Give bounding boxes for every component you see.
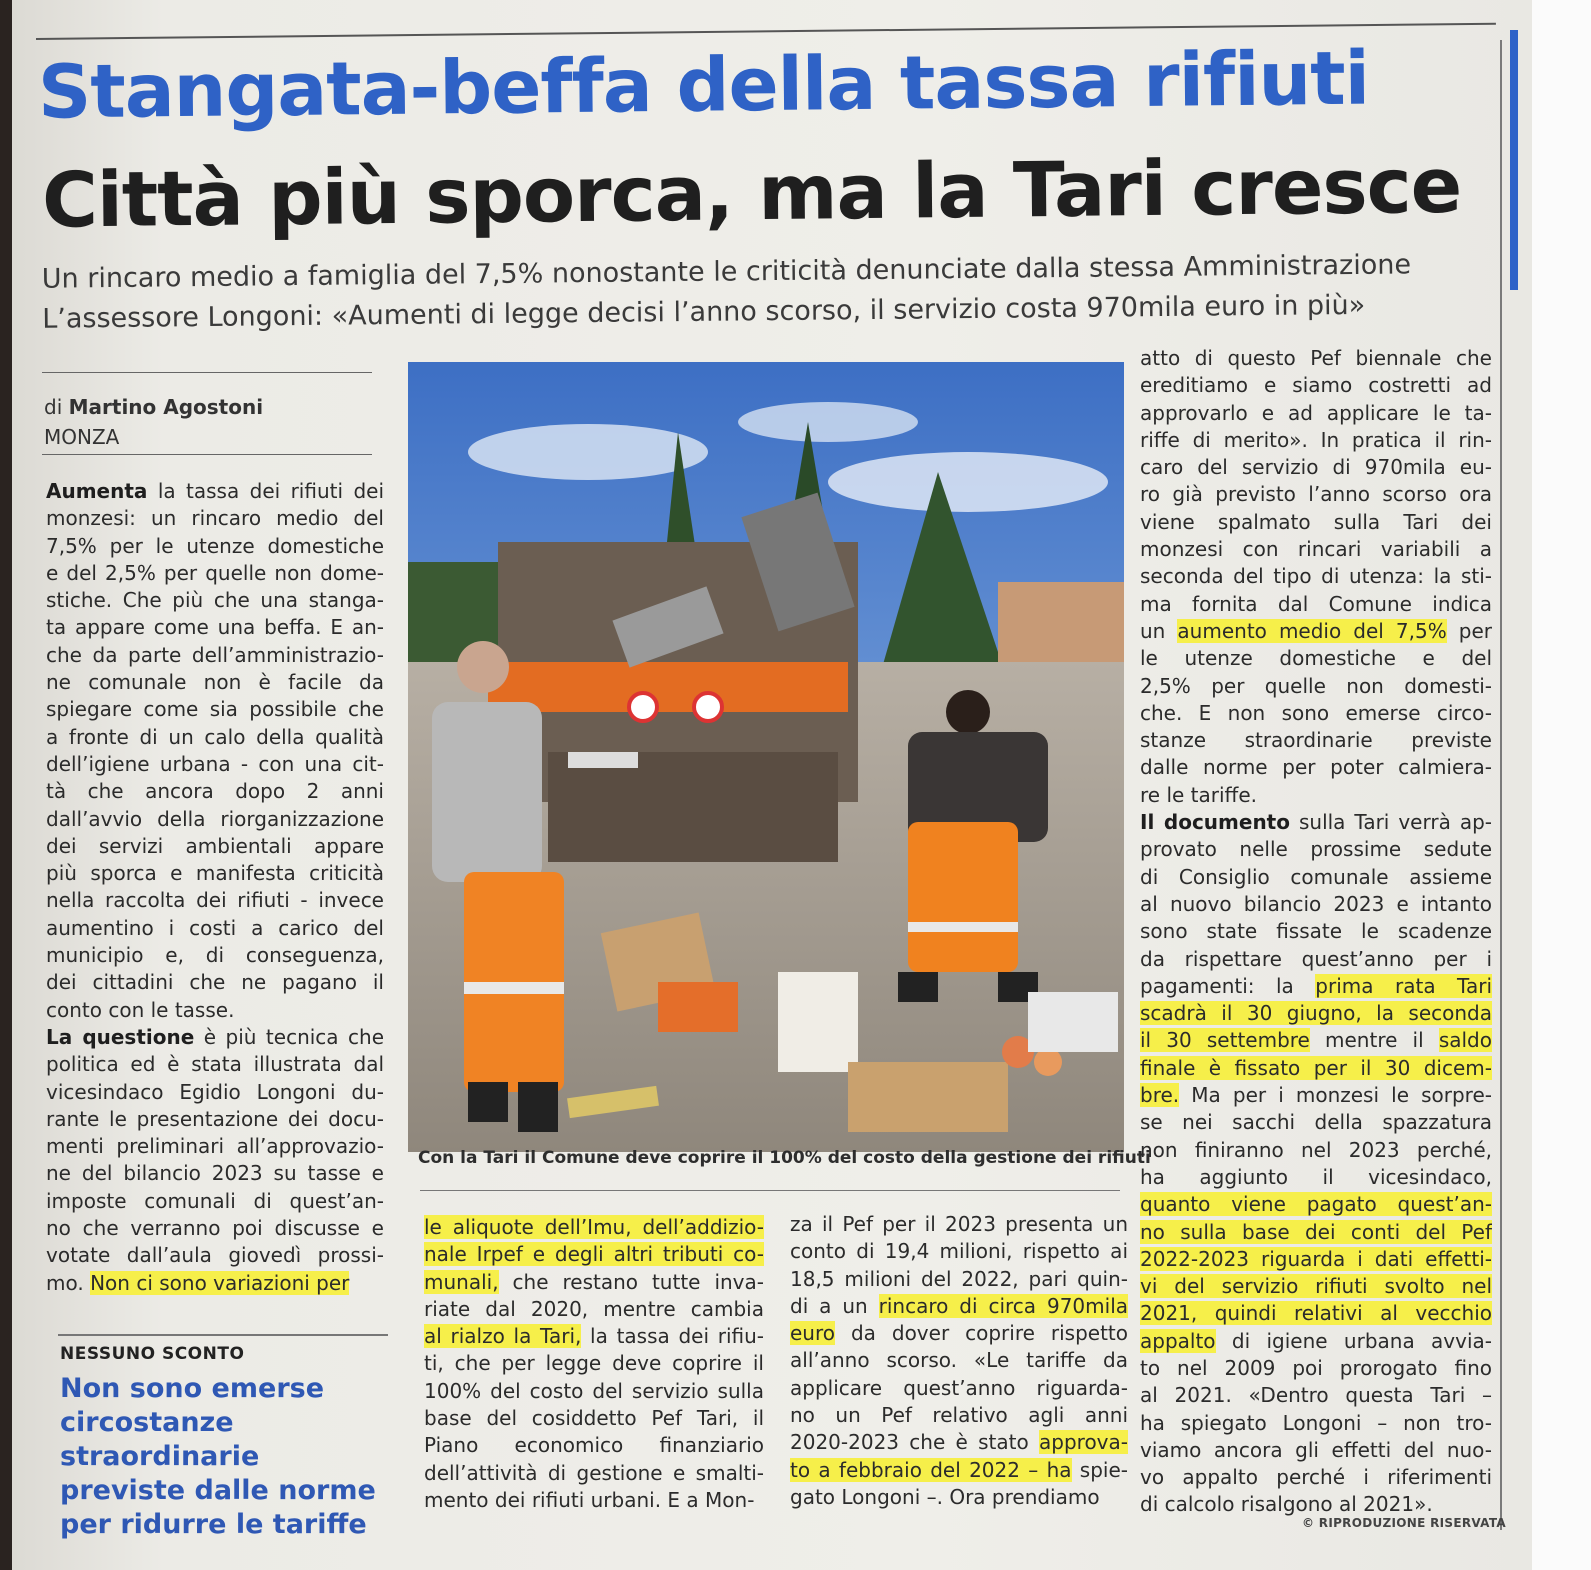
highlighted-text: quanto viene pagato quest’an- (1140, 1192, 1492, 1217)
text-run: non finiranno nel 2023 perché, (1140, 1137, 1492, 1162)
text-line (46, 1106, 384, 1133)
text-run: caro del servizio di 970mila eu- (1140, 455, 1492, 480)
text-line (1140, 1109, 1492, 1136)
text-line (46, 1160, 384, 1187)
pull-quote-line: Non sono emerse (60, 1373, 325, 1404)
text-line (790, 1347, 1128, 1374)
text-line (46, 587, 384, 614)
newspaper-page (12, 0, 1532, 1570)
text-run: votate dall’aula giovedì prossi- (46, 1243, 384, 1268)
highlighted-text: al rialzo la Tari, (424, 1324, 582, 1349)
text-line (1140, 1137, 1492, 1164)
text-run: mo. (46, 1270, 91, 1295)
text-line (424, 1269, 764, 1296)
dateline-location: MONZA (44, 425, 120, 449)
highlighted-text: appalto (1140, 1328, 1216, 1353)
text-run: che restano tutte inva- (498, 1269, 764, 1294)
text-line (1140, 345, 1492, 372)
text-line (1140, 1464, 1492, 1491)
text-run: rante le presentazione dei docu- (46, 1106, 384, 1131)
text-run: spiegare come sia possibile che (46, 697, 384, 722)
text-run: la tassa dei rifiuti dei (147, 479, 384, 503)
text-line (1140, 1027, 1492, 1054)
text-line (790, 1484, 1128, 1511)
text-line (424, 1432, 764, 1459)
text-line (46, 669, 384, 696)
text-run: mentre il (1309, 1028, 1439, 1053)
text-line (790, 1429, 1128, 1456)
text-line (46, 533, 384, 560)
text-line (1140, 1355, 1492, 1382)
text-line (1140, 1082, 1492, 1109)
text-line (46, 478, 384, 505)
text-line (46, 614, 384, 641)
text-line (1140, 563, 1492, 590)
highlighted-text: Non ci sono variazioni per (90, 1270, 350, 1295)
text-run: di a un (790, 1293, 879, 1318)
text-run: di calcolo risalgono al 2021». (1140, 1492, 1433, 1517)
text-line (1140, 591, 1492, 618)
text-line (790, 1266, 1128, 1293)
text-line (1140, 973, 1492, 1000)
highlighted-text: no sulla base dei conti del Pef (1140, 1219, 1492, 1244)
pull-quote-line: straordinarie (60, 1441, 260, 1472)
text-run: per (1446, 618, 1492, 643)
text-line (1140, 891, 1492, 918)
highlighted-text: saldo (1438, 1028, 1492, 1053)
article-photo (408, 362, 1124, 1152)
text-line (46, 860, 384, 887)
text-run: stiche. Che più che una stanga- (46, 588, 384, 613)
text-line (424, 1350, 764, 1377)
text-run: dell’igiene urbana - con una cit- (46, 751, 384, 776)
paragraph-lead: La questione (46, 1024, 195, 1049)
text-run: è più tecnica che (194, 1024, 384, 1049)
text-run: all’anno scorso. «Le tariffe da (790, 1348, 1128, 1373)
text-line (46, 1270, 384, 1297)
text-run: re le tariffe. (1140, 782, 1257, 807)
text-line (790, 1320, 1128, 1347)
text-line (1140, 1246, 1492, 1273)
highlighted-text: nale Irpef e degli altri tributi co- (424, 1242, 764, 1267)
highlighted-text: 2022-2023 riguarda i dati effetti- (1140, 1246, 1492, 1271)
highlighted-text: le aliquote dell’Imu, dell’addizio- (424, 1215, 764, 1239)
text-run: di igiene urbana avvia- (1215, 1328, 1492, 1353)
text-run: conto di 19,4 milioni, rispetto ai (790, 1239, 1128, 1264)
text-line (46, 1133, 384, 1160)
text-line (424, 1460, 764, 1487)
text-line (790, 1211, 1128, 1238)
byline-top-rule (42, 372, 372, 373)
text-line (1140, 727, 1492, 754)
text-run: Ma per i monzesi le sorpre- (1179, 1083, 1492, 1108)
text-line (1140, 1000, 1492, 1027)
text-line (46, 969, 384, 996)
text-line (424, 1296, 764, 1323)
text-run: stanze straordinarie previste (1140, 728, 1492, 753)
text-run: viamo ancora gli effetti del nuo- (1140, 1437, 1492, 1462)
text-run: riate dal 2020, mentre cambia (424, 1296, 764, 1321)
highlighted-text: bre. (1140, 1083, 1180, 1108)
text-line (1140, 700, 1492, 727)
text-line (1140, 1382, 1492, 1409)
subheadline (42, 244, 1513, 339)
text-run: tà che ancora dopo 2 anni (46, 779, 384, 804)
text-run: dei cittadini che ne pagano il (46, 970, 384, 995)
highlighted-text: aumento medio del 7,5% (1177, 618, 1447, 643)
text-run: a fronte di un calo della qualità (46, 724, 384, 749)
caption-rule (420, 1190, 1120, 1191)
text-run: ereditiamo e siamo costretti ad (1140, 373, 1492, 398)
text-run: 100% del costo del servizio sulla (424, 1378, 764, 1403)
text-line (46, 915, 384, 942)
pull-quote-line: circostanze (60, 1407, 234, 1438)
text-run: imposte comunali di quest’an- (46, 1188, 384, 1213)
text-run: atto di questo Pef biennale che (1140, 346, 1492, 370)
text-line (1140, 1437, 1492, 1464)
highlighted-text: 2021, quindi relativi al vecchio (1140, 1301, 1492, 1326)
article-column-4 (1140, 345, 1492, 1519)
text-run: applicare quest’anno riguarda- (790, 1375, 1128, 1400)
highlighted-text: rincaro di circa 970mila (878, 1293, 1128, 1318)
text-line (46, 642, 384, 669)
byline: di Martino Agostoni MONZA (44, 392, 263, 452)
text-line (1140, 1300, 1492, 1327)
text-line (1140, 481, 1492, 508)
text-line (1140, 946, 1492, 973)
text-run: che. E non sono emerse circo- (1140, 700, 1492, 725)
photo-caption: Con la Tari il Comune deve coprire il 100% del costo della gestione dei rifiuti (418, 1148, 1151, 1168)
text-run: la tassa dei rifiu- (581, 1324, 764, 1349)
pull-quote-line: per ridurre le tariffe (60, 1509, 367, 1540)
text-run: dalle norme per poter calmiera- (1140, 755, 1492, 780)
text-run: menti preliminari all’approvazio- (46, 1134, 384, 1159)
text-run: to nel 2009 poi prorogato fino (1140, 1355, 1492, 1380)
highlighted-text: scadrà il 30 giugno, la seconda (1140, 1001, 1492, 1026)
text-line (1140, 645, 1492, 672)
text-line (46, 1188, 384, 1215)
text-line (46, 1051, 384, 1078)
highlighted-text: to a febbraio del 2022 – ha (790, 1457, 1072, 1482)
byline-bottom-rule (42, 454, 372, 455)
text-run: sulla Tari verrà ap- (1289, 810, 1492, 835)
text-line (1140, 400, 1492, 427)
text-run: mento dei rifiuti urbani. E a Mon- (424, 1487, 755, 1512)
text-run: da dover coprire rispetto (835, 1321, 1128, 1346)
sidebar-box-title: NESSUNO SCONTO (60, 1344, 245, 1364)
text-line (46, 560, 384, 587)
text-run: più sporca e manifesta criticità (46, 861, 384, 886)
article-column-1 (46, 478, 384, 1297)
text-line (424, 1405, 764, 1432)
highlighted-text: munali, (424, 1269, 499, 1294)
text-line (46, 1024, 384, 1051)
text-run: seconda del tipo di utenza: la sti- (1140, 564, 1492, 589)
text-line (424, 1378, 764, 1405)
text-line (1140, 618, 1492, 645)
text-line (424, 1323, 764, 1350)
text-line (1140, 454, 1492, 481)
article-column-2 (424, 1214, 764, 1514)
kicker-headline: Stangata-beffa della tassa rifiuti (37, 35, 1370, 136)
text-run: 18,5 milioni del 2022, pari quin- (790, 1266, 1128, 1291)
text-run: municipio e, di conseguenza, (46, 943, 384, 968)
text-line (46, 724, 384, 751)
text-run: riffe di merito». In pratica il rin- (1140, 427, 1492, 452)
text-run: ne del bilancio 2023 su tasse e (46, 1161, 384, 1186)
subhead-line: Un rincaro medio a famiglia del 7,5% nonostante le criticità denunciate dalla stessa Amministrazione (41, 249, 1412, 295)
text-run: ma fornita dal Comune indica (1140, 591, 1492, 616)
text-line (790, 1293, 1128, 1320)
text-line (424, 1487, 764, 1514)
highlighted-text: finale è fissato per il 30 dicem- (1140, 1055, 1492, 1080)
text-run: za il Pef per il 2023 presenta un (790, 1212, 1128, 1236)
text-line (790, 1457, 1128, 1484)
text-line (424, 1241, 764, 1268)
text-line (46, 751, 384, 778)
article-column-3 (790, 1211, 1128, 1511)
highlighted-text: il 30 settembre (1140, 1028, 1310, 1053)
highlighted-text: approva- (1039, 1430, 1128, 1455)
text-run: ti, che per legge deve coprire il (424, 1351, 764, 1376)
text-line (1140, 1191, 1492, 1218)
text-run: politica ed è stata illustrata dal (46, 1052, 384, 1077)
text-run: di Consiglio comunale assieme (1140, 864, 1492, 889)
text-run: spie- (1071, 1457, 1128, 1482)
paragraph-lead: Il documento (1140, 810, 1290, 835)
text-line (1140, 536, 1492, 563)
highlighted-text: euro (790, 1321, 835, 1346)
text-run: dell’attività di gestione e smalti- (424, 1460, 764, 1485)
text-run: 2020-2023 che è stato (790, 1430, 1040, 1455)
text-run: conto con le tasse. (46, 997, 235, 1022)
text-line (46, 1242, 384, 1269)
text-line (790, 1375, 1128, 1402)
text-run: vo appalto perché i riferimenti (1140, 1465, 1492, 1490)
text-line (46, 696, 384, 723)
text-run: se nei sacchi della spazzatura (1140, 1110, 1492, 1135)
text-line (1140, 427, 1492, 454)
text-line (46, 833, 384, 860)
text-line (1140, 782, 1492, 809)
text-line (46, 1079, 384, 1106)
subhead-line: L’assessore Longoni: «Aumenti di legge decisi l’anno scorso, il servizio costa 970mila euro in più» (42, 289, 1366, 335)
text-line (46, 887, 384, 914)
text-run: aumentino i costi a carico del (46, 915, 384, 940)
text-line (1140, 1164, 1492, 1191)
author-name: Martino Agostoni (68, 395, 264, 419)
copyright-notice: © RIPRODUZIONE RISERVATA (1302, 1516, 1506, 1530)
box-rule (58, 1334, 388, 1336)
text-run: pagamenti: la (1140, 973, 1316, 998)
scan-background (1532, 0, 1591, 1570)
pull-quote (60, 1372, 376, 1542)
highlighted-text: vi del servizio rifiuti svolto nel (1140, 1274, 1492, 1299)
paragraph-lead: Aumenta (46, 479, 148, 503)
text-line (1140, 1328, 1492, 1355)
text-run: e del 2,5% per quelle non dome- (46, 560, 384, 585)
text-run: monzesi con rincari variabili a (1140, 537, 1492, 562)
text-run: no un Pef relativo agli anni (790, 1403, 1128, 1428)
text-line (1140, 509, 1492, 536)
text-line (1140, 1410, 1492, 1437)
text-run: che da parte dell’amministrazio- (46, 642, 384, 667)
text-line (1140, 673, 1492, 700)
text-run: provato nelle prossime sedute (1140, 837, 1492, 862)
text-run: ta appare come una beffa. E an- (46, 615, 384, 640)
text-run: un (1140, 618, 1178, 643)
text-run: al 2021. «Dentro questa Tari – (1140, 1383, 1492, 1408)
text-run: ha aggiunto il vicesindaco, (1140, 1164, 1492, 1189)
text-run: approvarlo e ad applicare le ta- (1140, 400, 1492, 425)
text-run: Piano economico finanziario (424, 1433, 764, 1458)
text-run: le utenze domestiche e del (1140, 646, 1492, 671)
text-run: ro già previsto l’anno scorso ora (1140, 482, 1492, 507)
main-headline: Città più sporca, ma la Tari cresce (41, 140, 1462, 245)
text-run: monzesi: un rincaro medio del (46, 506, 384, 531)
text-run: 2,5% per quelle non domesti- (1140, 673, 1492, 698)
text-run: dei servizi ambientali appare (46, 833, 384, 858)
text-line (1140, 864, 1492, 891)
text-run: dall’avvio della riorganizzazione (46, 806, 384, 831)
text-line (46, 806, 384, 833)
text-run: sono state fissate le scadenze (1140, 919, 1492, 944)
text-run: base del cosiddetto Pef Tari, il (424, 1406, 764, 1431)
text-run: viene spalmato sulla Tari dei (1140, 509, 1492, 534)
text-line (46, 997, 384, 1024)
text-line (1140, 1219, 1492, 1246)
text-line (790, 1402, 1128, 1429)
text-line (46, 942, 384, 969)
text-run: al nuovo bilancio 2023 e intanto (1140, 891, 1492, 916)
text-run: nella raccolta dei rifiuti - invece (46, 888, 384, 913)
text-line (46, 778, 384, 805)
text-line (1140, 754, 1492, 781)
text-line (1140, 836, 1492, 863)
text-run: da rispettare quest’anno per i (1140, 946, 1492, 971)
text-line (1140, 809, 1492, 836)
text-line (424, 1214, 764, 1241)
text-run: vicesindaco Egidio Longoni du- (46, 1079, 384, 1104)
highlighted-text: prima rata Tari (1315, 973, 1492, 998)
text-line (1140, 1273, 1492, 1300)
text-line (46, 505, 384, 532)
text-line (1140, 1491, 1492, 1518)
text-run: ne comunale non è facile da (46, 670, 384, 695)
text-run: gato Longoni –. Ora prendiamo (790, 1484, 1100, 1509)
text-run: ha spiegato Longoni – non tro- (1140, 1410, 1492, 1435)
pull-quote-line: previste dalle norme (60, 1475, 376, 1506)
text-run: 7,5% per le utenze domestiche (46, 533, 384, 558)
text-line (1140, 918, 1492, 945)
text-run: no che verranno poi discusse e (46, 1216, 384, 1241)
text-line (1140, 1055, 1492, 1082)
text-line (1140, 372, 1492, 399)
text-line (46, 1215, 384, 1242)
text-line (790, 1238, 1128, 1265)
